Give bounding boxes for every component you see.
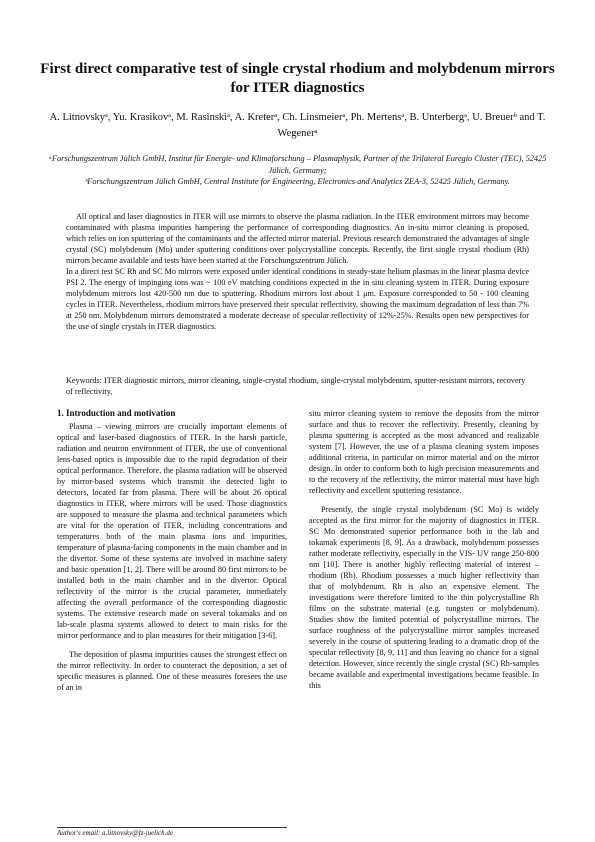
section-heading: 1. Introduction and motivation <box>57 408 176 418</box>
author-list: A. Litnovskyᵃ, Yu. Krasikovᵃ, M. Rasinskiᵃ, A. Kreterᵃ, Ch. Linsmeierᵃ, Ph. Mertensᵃ, B. Unterbergᵃ, U. Breuerᵇ and T. Wegenerᵃ <box>49 112 546 139</box>
body-paragraph: Plasma – viewing mirrors are crucially important elements of optical and laser-based diagnostics of ITER. In the harsh particle, radiation and neutron environment of ITER, the use of conventional lens-based optics is impossible due to the rapid degradation of their optical performance. Therefore, the plasma radiation will be observed by mirror-based systems which transmit the detected light to detectors, located far from plasma. There will be about 26 optical diagnostics in ITER, where mirrors will be used. Those diagnostics are supposed to measure the plasma and technical parameters which are vital for the operation of ITER, including concentrations and temperatures both of the main plasma ions and impurities, temperature of plasma-facing components in the main chamber and in the divertor. Some of these systems are involved in machine safety and basic operation [1, 2]. There will be around 80 first mirrors to be installed both in the main chamber and in the divertor. Optical reflectivity of the mirror is the crucial parameter, immediately affecting the overall performance of the corresponding diagnostic systems. The extensive research made on several tokamaks and on lab-scale plasma systems allowed to detect to main risks for the mirror performance and to plan measures for their mitigation [3-6]. <box>57 422 287 640</box>
affiliations <box>45 153 550 188</box>
abstract-paragraph: All optical and laser diagnostics in ITER will use mirrors to observe the plasma radiation. In the ITER environment mirrors may become contaminated with plasma impurities hampering the performance of corresponding diagnostics. An in-situ mirror cleaning is proposed, which relies on ion sputtering of the contaminants and the affected mirror material. Previous research demonstrated the advantages of single crystal (SC) molybdenum (Mo) under sputtering conditions over polycrystalline concepts. Recently, the first single crystal rhodium (Rh) mirrors became available and tests have been started at the Forschungszentrum Jülich. <box>66 212 529 265</box>
keywords: Keywords: ITER diagnostic mirrors, mirror cleaning, single-crystal rhodium, single-crystal molybdenum, sputter-resistant mirrors, recovery of reflectivity, <box>66 376 526 396</box>
footnote-divider <box>57 827 287 828</box>
abstract <box>66 211 529 332</box>
affiliation-a: ᵃForschungszentrum Jülich GmbH, Institut für Energie- und Klimaforschung – Plasmaphysik, Partner of the Trilateral Euregio Cluster (TEC), 52425 Jülich, Germany; <box>48 154 547 175</box>
right-column <box>309 408 539 699</box>
body-paragraph: situ mirror cleaning system to remove the deposits from the mirror surface and thus to recover the reflectivity. Presently, cleaning by plasma sputtering is accepted as the most advanced and realizable system [7]. However, the use of a plasma cleaning system imposes additional criteria, in particular on mirror material and on the mirror design. In order to conform both to high precision measurements and to the recovery of the reflectivity, the mirror material must have high reflectivity and excellent sputtering resistance. <box>309 409 539 495</box>
affiliation-b: ᵇForschungszentrum Jülich GmbH, Central Institute for Engineering, Electronics and Analytics ZEA-3, 52425 Jülich, Germany. <box>85 177 510 186</box>
abstract-paragraph: In a direct test SC Rh and SC Mo mirrors were exposed under identical conditions in steady-state helium plasmas in the linear plasma device PSI 2. The energy of impinging ions was ~ 100 eV matching conditions expected in the in situ cleaning system in ITER. During exposure molybdenum mirrors lost 420-500 nm due to sputtering. Rhodium mirrors lost about 1 μm. Exposure corresponded to 50 - 100 cleaning cycles in ITER. Nevertheless, rhodium mirrors have preserved their specular reflectivity, showing the maximum degradation of less than 7% at 250 nm. Molybdenum mirrors demonstrated a moderate decrease of specular reflectivity of 12%-25%. Results open new perspectives for the use of single crystals in ITER diagnostics. <box>66 267 529 331</box>
body-paragraph: The deposition of plasma impurities causes the strongest effect on the mirror reflectivity. In order to counteract the deposition, a set of specific measures is planned. One of these measures foresees the use of an in <box>57 650 287 692</box>
paper-title: First direct comparative test of single crystal rhodium and molybdenum mirrors for ITER diagnostics <box>40 61 555 96</box>
author-email-footnote: Author's email: a.litnovsky@fz-juelich.de <box>57 829 174 837</box>
body-paragraph: Presently, the single crystal molybdenum (SC Mo) is widely accepted as the first mirror for the majority of diagnostics in ITER. SC Mo demonstrated superior performance both in the lab and tokamak experiments [8, 9]. As a drawback, molybdenum possesses rather moderate reflectivity, especially in the VIS- UV range 250-800 nm [10]. There is another highly reflecting material of interest – rhodium (Rh). Rhodium possesses a much higher reflectivity than that of molybdenum. Rh is also an expensive element. The investigations were therefore limited to the thin polycrystalline Rh films on the substrate material (e.g. tungsten or molybdenum). Studies show the limited potential of polycrystalline mirrors. The surface roughness of the polycrystalline mirror samples increased severely in the course of sputtering leading to a dramatic drop of the specular reflectivity [8, 9, 11] and thus leaving no chance for a signal detection. However, since recently the single crystal (SC) Rh-samples became available and experimental investigations became feasible. In this <box>309 505 539 690</box>
left-column <box>57 408 287 701</box>
